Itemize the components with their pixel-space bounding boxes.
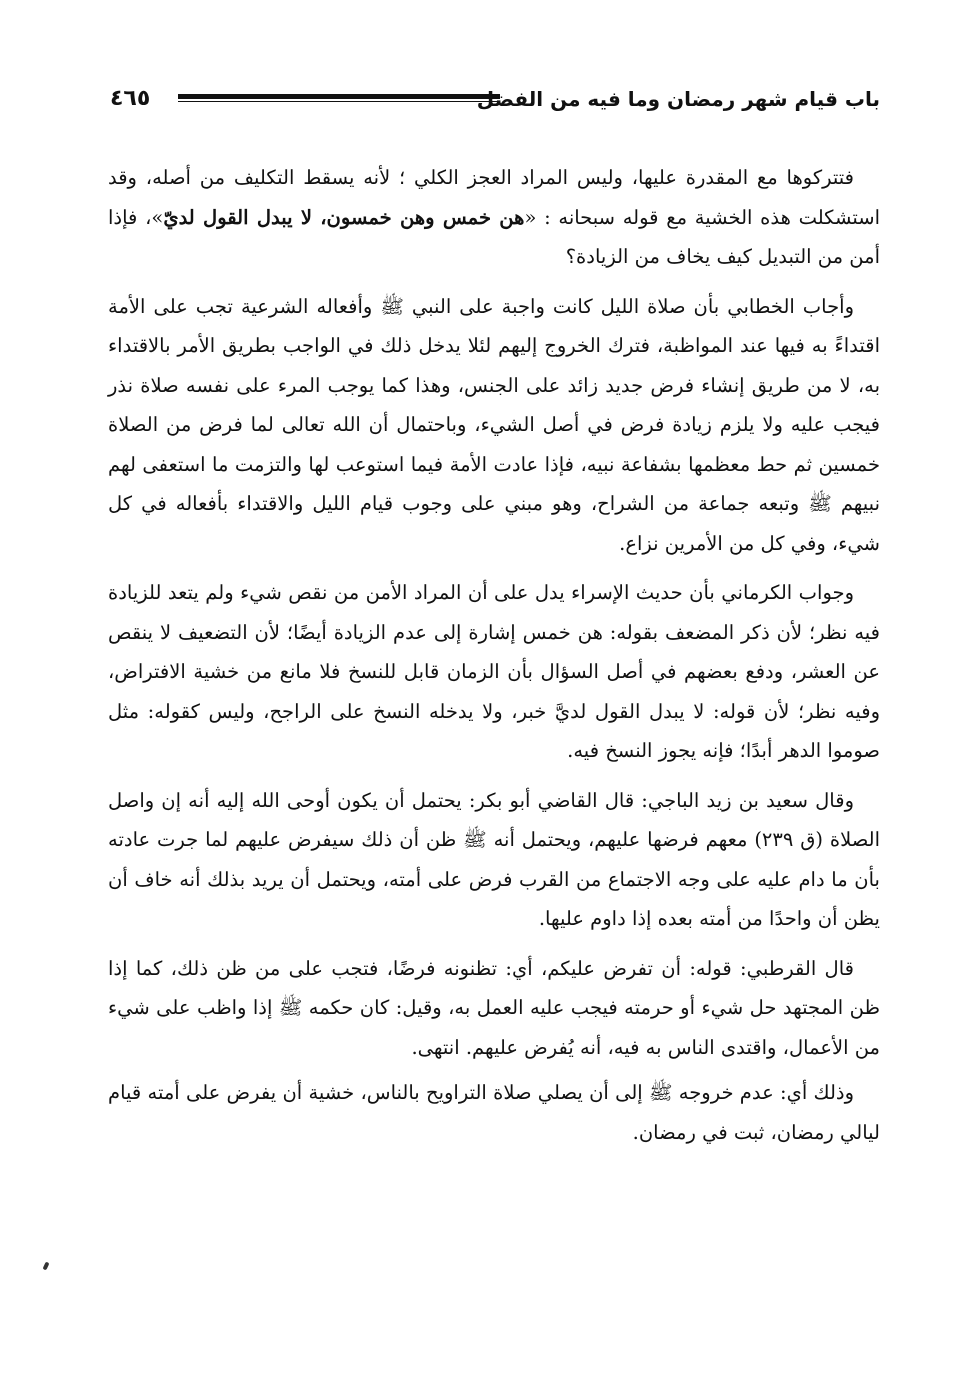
paragraph-3: وجواب الكرماني بأن حديث الإسراء يدل على أن المراد الأمن من نقص شيء ولم يتعد للزيادة فيه نظر؛ لأن ذكر المضعف بقوله: هن خمس إشارة إلى عدم الزيادة أيضًا؛ لأن التضعيف لا ينقص عن العشر، ودفع بعضهم في أصل السؤال بأن الزمان قابل للنسخ فلا مانع من خشية الافتراض، وفيه نظر؛ لأن قوله: لا يبدل القول لديَّ خبر، ولا يدخله النسخ على الراجح، وليس كقوله: مثل صوموا الدهر أبدًا؛ فإنه يجوز النسخ فيه. bbox=[108, 581, 880, 762]
running-header bbox=[110, 84, 880, 120]
paragraph-1-text-end: »، فإذا أمن من التبديل كيف يخاف من الزيادة؟ bbox=[108, 205, 880, 268]
header-rule bbox=[178, 94, 500, 102]
paragraph-1-text-start: فتتركوها مع المقدرة عليها، وليس المراد العجز الكلي ؛ لأنه يسقط التكليف من أصله، وقد استشكلت هذه الخشية مع قوله سبحانه : « bbox=[108, 166, 880, 229]
paragraph-2: وأجاب الخطابي بأن صلاة الليل كانت واجبة على النبي ﷺ وأفعاله الشرعية تجب على الأمة اقتداءً به فيها عند المواظبة، فترك الخروج إليهم لئلا يدخل ذلك في الواجب بطريق الأمر بالاقتداء به، لا من طريق إنشاء فرض جديد زائد على الجنس، وهذا كما يوجب المرء على نفسه صلاة نذر فيجب عليه ولا يلزم زيادة فرض في أصل الشيء، وباحتمال أن الله تعالى لما فرض من الصلاة خمسين ثم حط معظمها بشفاعة نبيه، فإذا عادت الأمة فيما استوعب لها والتزمت ما استعفى لهم نبيهم ﷺ وتبعه جماعة من الشراح، وهو مبني على وجوب قيام الليل والاقتداء بأفعاله في كل شيء، وفي كل من الأمرين نزاع. bbox=[108, 294, 880, 555]
quranic-quote: هن خمس وهن خمسون، لا يبدل القول لديّ bbox=[163, 205, 525, 229]
paragraph-6: وذلك أي: عدم خروجه ﷺ إلى أن يصلي صلاة التراويح بالناس، خشية أن يفرض على أمته قيام ليالي رمضان، ثبت في رمضان. bbox=[108, 1081, 880, 1144]
chapter-title: باب قيام شهر رمضان وما فيه من الفضل bbox=[476, 87, 880, 111]
margin-mark bbox=[42, 1262, 49, 1271]
page-number: ٤٦٥ bbox=[110, 86, 151, 111]
paragraph-5: قال القرطبي: قوله: أن تفرض عليكم، أي: تظنونه فرضًا، فتجب على من ظن ذلك، كما إذا ظن المجتهد حل شيء أو حرمته فيجب عليه العمل به، وقيل: كان حكمه ﷺ إذا واظب على شيء من الأعمال، واقتدى الناس به فيه، أنه يُفرض عليهم. انتهى. bbox=[108, 956, 880, 1059]
paragraph-1 bbox=[108, 158, 880, 277]
paragraph-4: وقال سعيد بن زيد الباجي: قال القاضي أبو بكر: يحتمل أن يكون أوحى الله إليه أنه إن واصل الصلاة (ق ٢٣٩) معهم فرضها عليهم، ويحتمل أنه ﷺ ظن أن ذلك سيفرض عليهم لما جرت عادته بأن ما دام عليه على وجه الاجتماع من القرب فرض على أمته، ويحتمل أن يريد بذلك أنه خاف أن يظن أن واحدًا من أمته بعده إذا داوم عليها. bbox=[108, 788, 880, 930]
body-text bbox=[108, 158, 880, 1162]
